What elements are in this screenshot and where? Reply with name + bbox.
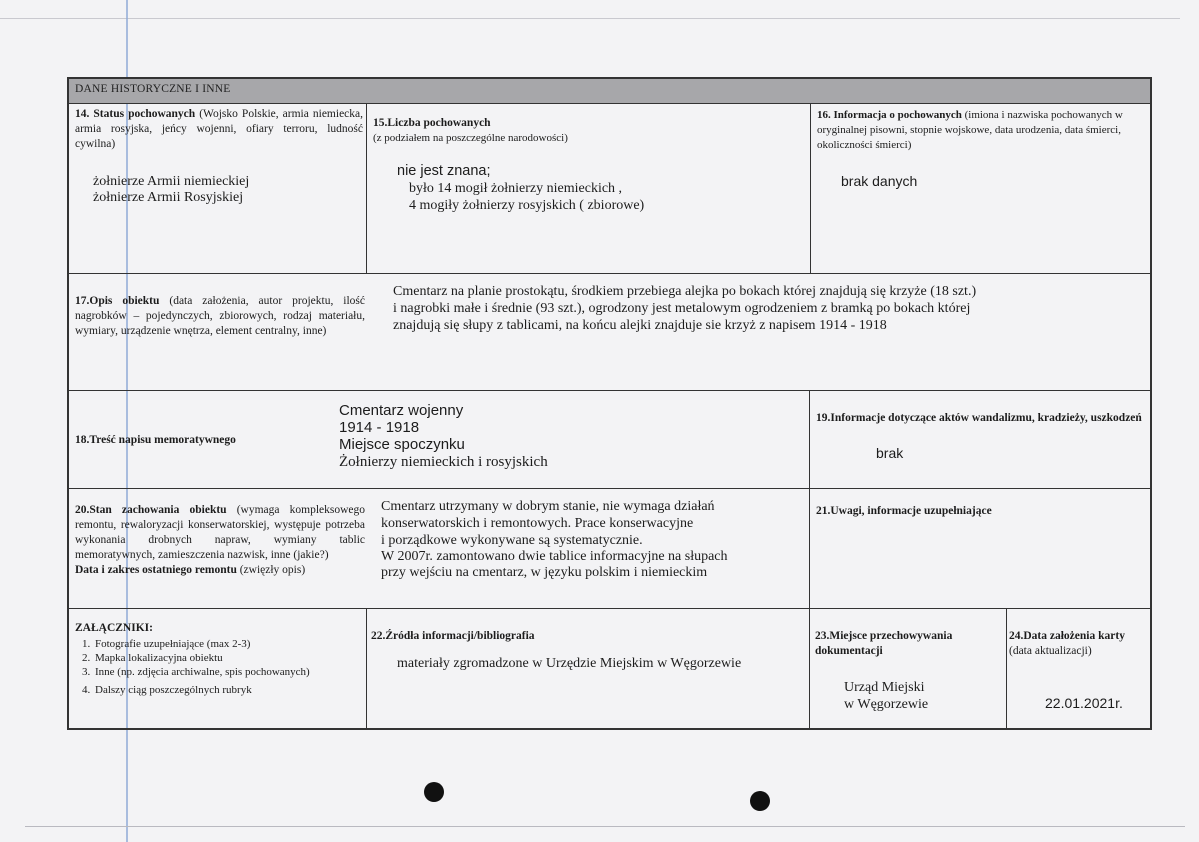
field-22-value: materiały zgromadzone w Urzędzie Miejskim w Węgorzewie: [397, 656, 742, 671]
field-23-value-2: w Węgorzewie: [844, 697, 929, 712]
field-21-notes: [810, 489, 1152, 608]
field-17-hint: (data założenia, autor projektu, ilość nagrobków – pojedynczych, zbiorowych, rodzaj materiału, wymiary, urządzenie wnętrza, element centralny, inne): [75, 295, 365, 337]
field-17-description: [69, 274, 1152, 390]
field-23-value-1: Urząd Miejski: [844, 680, 925, 695]
attachments-title: ZAŁĄCZNIKI:: [75, 622, 153, 634]
field-14-value-2: żołnierze Armii Rosyjskiej: [93, 190, 244, 205]
field-16-info: [811, 104, 1152, 273]
historical-data-form: [67, 77, 1152, 730]
field-20-title: 20.Stan zachowania obiektu: [75, 504, 227, 516]
top-rule: [0, 18, 1180, 19]
row-condition: [69, 489, 1150, 609]
field-20-value-2: konserwatorskich i remontowych. Prace konserwacyjne: [381, 516, 694, 531]
field-15-value-1: nie jest znana;: [397, 163, 491, 179]
field-20-hint-2: (zwięzły opis): [239, 564, 306, 576]
field-18-value-2: 1914 - 1918: [339, 419, 420, 436]
attachment-item: 1. Fotografie uzupełniające (max 2-3): [93, 637, 323, 651]
field-15-title: 15.Liczba pochowanych: [373, 117, 491, 129]
field-14-status: [69, 104, 367, 273]
field-21-title: 21.Uwagi, informacje uzupełniające: [816, 505, 992, 517]
field-20-value-1: Cmentarz utrzymany w dobrym stanie, nie wymaga działań: [381, 499, 715, 514]
field-17-value-2: i nagrobki małe i średnie (93 szt.), ogrodzony jest metalowym ogrodzeniem z bramką po bokach której: [393, 301, 971, 316]
field-14-title: 14. Status pochowanych: [75, 108, 196, 120]
field-20-title-2: Data i zakres ostatniego remontu: [75, 564, 237, 576]
field-15-count: [367, 104, 811, 273]
attachments-cell: [69, 609, 367, 730]
attachment-item: 4. Dalszy ciąg poszczególnych rubryk: [93, 683, 323, 697]
field-24-value: 22.01.2021r.: [1045, 695, 1123, 711]
field-14-hint: (Wojsko Polskie, armia niemiecka, armia rosyjska, jeńcy wojenni, ofiary terroru, ludność cywilna): [75, 108, 364, 150]
field-17-value-3: znajdują się słupy z tablicami, na końcu alejki znajduje sie krzyż z napisem 1914 - 1918: [393, 318, 887, 333]
field-17-value-1: Cmentarz na planie prostokątu, środkiem przebiega alejka po bokach której znajdują się krzyże (18 szt.): [393, 284, 977, 299]
attachments-list: [75, 637, 323, 697]
field-22-title: 22.Źródła informacji/bibliografia: [371, 630, 535, 642]
field-23-title: 23.Miejsce przechowywania dokumentacji: [815, 630, 953, 657]
bottom-rule: [25, 826, 1185, 827]
field-18-value-3: Miejsce spoczynku: [339, 436, 465, 453]
field-20-value-4: W 2007r. zamontowano dwie tablice informacyjne na słupach: [381, 549, 728, 564]
row-inscription: [69, 391, 1150, 489]
field-20-value-3: i porządkowe wykonywane są systematycznie.: [381, 533, 643, 548]
field-18-title: 18.Treść napisu memoratywnego: [75, 434, 236, 446]
field-20-value-5: przy wejściu na cmentarz, w języku polskim i niemieckim: [381, 565, 708, 580]
punch-hole: [750, 791, 770, 811]
row-description: [69, 274, 1150, 391]
field-24-date: [1007, 609, 1152, 730]
field-22-sources: [367, 609, 810, 730]
field-20-condition: [69, 489, 810, 608]
field-16-title: 16. Informacja o pochowanych: [817, 109, 962, 121]
section-title: DANE HISTORYCZNE I INNE: [75, 83, 231, 95]
field-17-title: 17.Opis obiektu: [75, 295, 160, 307]
field-15-value-3: 4 mogiły żołnierzy rosyjskich ( zbiorowe): [409, 198, 645, 213]
section-header: [69, 79, 1150, 104]
field-19-vandalism: [810, 391, 1152, 488]
field-15-hint: (z podziałem na poszczególne narodowości): [373, 132, 568, 144]
field-24-hint: (data aktualizacji): [1009, 645, 1092, 657]
attachment-item: 3. Inne (np. zdjęcia archiwalne, spis pochowanych): [93, 665, 323, 679]
field-15-value-2: było 14 mogił żołnierzy niemieckich ,: [409, 181, 623, 196]
field-23-storage: [810, 609, 1007, 730]
field-16-value: brak danych: [841, 173, 918, 189]
field-16-hint: (imiona i nazwiska pochowanych w oryginalnej pisowni, stopnie wojskowe, data urodzenia, data śmierci, okoliczności śmierci): [817, 109, 1123, 151]
field-18-value-1: Cmentarz wojenny: [339, 402, 464, 419]
field-19-title: 19.Informacje dotyczące aktów wandalizmu, kradzieży, uszkodzeń: [816, 412, 1142, 424]
row-burials: [69, 104, 1150, 274]
row-sources: [69, 609, 1150, 730]
field-14-value-1: żołnierze Armii niemieckiej: [93, 174, 250, 189]
field-19-value: brak: [876, 445, 904, 461]
field-24-title: 24.Data założenia karty: [1009, 630, 1125, 642]
field-18-value-4: Żołnierzy niemieckich i rosyjskich: [339, 454, 548, 470]
field-20-hint: (wymaga kompleksowego remontu, rewaloryzacji konserwatorskiej, występuje potrzeba wykonania drobnych napraw, wymiany tablic memoratywnych, zamieszczenia nazwisk, inne (jakie?): [75, 504, 366, 561]
attachment-item: 2. Mapka lokalizacyjna obiektu: [93, 651, 323, 665]
punch-hole: [424, 782, 444, 802]
field-18-inscription: [69, 391, 810, 488]
